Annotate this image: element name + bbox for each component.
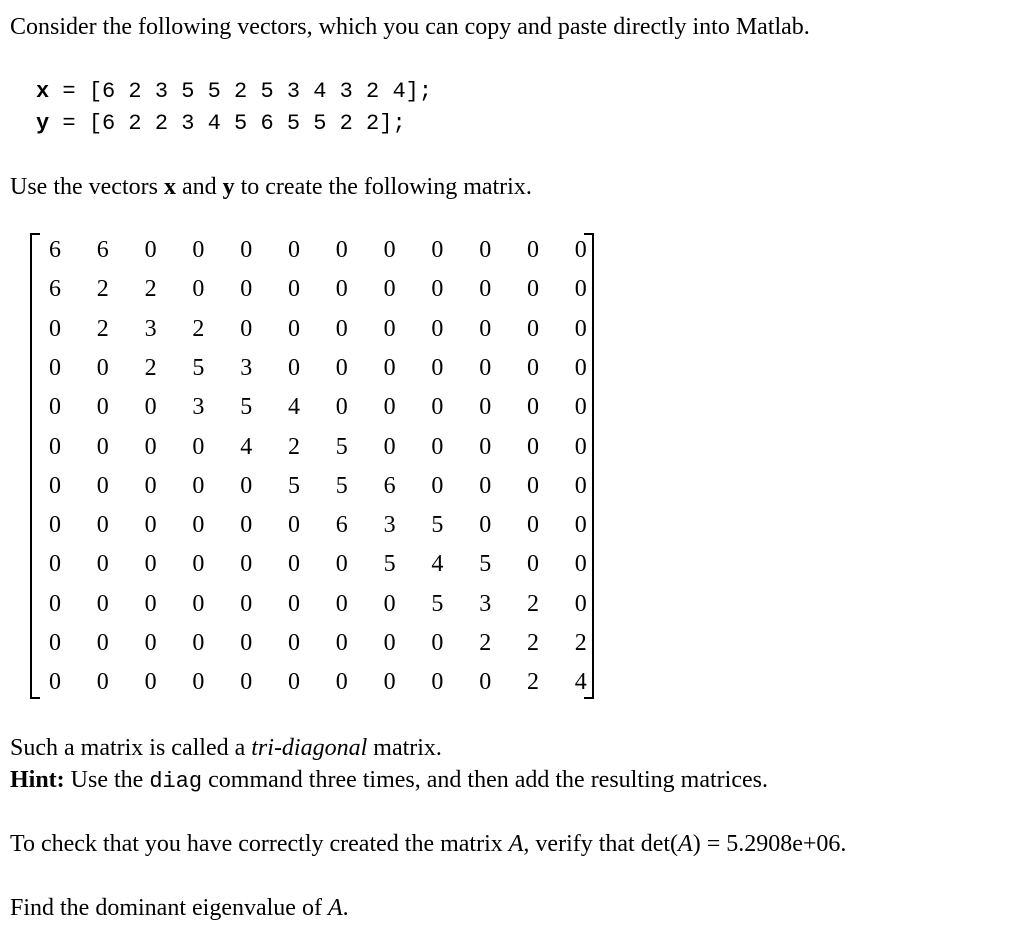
matrix-cell: 0 [574, 512, 587, 539]
matrix-row [30, 544, 594, 584]
matrix-cell: 5 [192, 354, 205, 381]
matrix-cell: 0 [49, 630, 61, 656]
hint-command: diag [149, 769, 203, 794]
matrix-cell: 0 [527, 551, 539, 578]
matrix-cell: 0 [192, 630, 205, 656]
hint-text [10, 766, 768, 796]
matrix-cell: 3 [383, 512, 396, 539]
check-matrix-name: A [508, 831, 524, 857]
matrix-cell: 6 [96, 237, 109, 263]
instruction-and: and [175, 174, 223, 200]
matrix-cell: 4 [431, 551, 444, 578]
matrix-cell: 0 [240, 315, 253, 342]
matrix-cell: 4 [574, 669, 587, 696]
matrix-cell: 2 [144, 276, 157, 303]
matrix-cell: 0 [240, 590, 253, 617]
matrix-cell: 0 [144, 669, 157, 696]
matrix-cell: 0 [527, 237, 539, 263]
instruction-y-var: y [222, 174, 235, 200]
matrix-cell: 0 [240, 512, 253, 539]
matrix-cell: 0 [96, 590, 109, 617]
matrix-cell: 0 [335, 669, 348, 696]
code-line-y[interactable] [36, 111, 406, 137]
matrix-cell: 0 [383, 630, 396, 656]
matrix-cell: 0 [574, 354, 587, 381]
matrix-cell: 0 [335, 276, 348, 303]
matrix-cell: 0 [144, 512, 157, 539]
matrix-cell: 5 [431, 512, 444, 539]
matrix-cell: 5 [335, 433, 348, 460]
matrix-cell: 0 [431, 354, 444, 381]
matrix-cell: 0 [192, 512, 205, 539]
matrix-cell: 0 [335, 237, 348, 263]
matrix-row [30, 662, 594, 702]
matrix-cell: 6 [335, 512, 348, 539]
matrix-cell: 6 [49, 276, 61, 303]
matrix-cell: 0 [383, 433, 396, 460]
instruction-before: Use the vectors [10, 174, 164, 200]
matrix-cell: 0 [527, 433, 539, 460]
matrix-cell: 0 [240, 276, 253, 303]
matrix-cell: 0 [574, 394, 587, 421]
matrix-cell: 0 [431, 315, 444, 342]
matrix-cell: 0 [431, 433, 444, 460]
matrix-cell: 0 [49, 433, 61, 460]
tridiagonal-term: tri-diagonal [251, 735, 368, 761]
matrix-cell: 0 [479, 394, 492, 421]
matrix-cell: 0 [49, 590, 61, 617]
matrix-cell: 0 [144, 394, 157, 421]
matrix-cell: 0 [192, 590, 205, 617]
tridiagonal-matrix [30, 230, 594, 702]
matrix-cell: 2 [288, 433, 300, 460]
matrix-cell: 0 [383, 394, 396, 421]
matrix-cell: 0 [335, 354, 348, 381]
matrix-row [30, 348, 594, 388]
matrix-cell: 0 [49, 669, 61, 696]
matrix-cell: 0 [49, 315, 61, 342]
matrix-cell: 3 [240, 354, 253, 381]
matrix-cell: 2 [527, 590, 539, 617]
matrix-cell: 0 [431, 472, 444, 499]
matrix-cell: 0 [479, 472, 492, 499]
code-var-y: y [36, 111, 50, 136]
matrix-cell: 0 [49, 512, 61, 539]
matrix-cell: 0 [527, 276, 539, 303]
matrix-cell: 0 [96, 433, 109, 460]
matrix-cell: 3 [144, 315, 157, 342]
matrix-cell: 0 [335, 551, 348, 578]
matrix-cell: 0 [49, 472, 61, 499]
matrix-cell: 0 [288, 669, 300, 696]
instruction-x-var: x [163, 174, 176, 200]
check-before: To check that you have correctly created the matrix [10, 831, 509, 857]
matrix-cell: 0 [479, 669, 492, 696]
hint-label: Hint: [10, 767, 65, 793]
matrix-cell: 0 [527, 354, 539, 381]
check-text [10, 830, 846, 858]
matrix-cell: 0 [144, 630, 157, 656]
instruction-after: to create the following matrix. [234, 174, 532, 200]
intro-text: Consider the following vectors, which you can copy and paste directly into Matlab. [10, 14, 810, 40]
matrix-cell: 0 [527, 472, 539, 499]
matrix-cell: 0 [144, 472, 157, 499]
matrix-cell: 3 [192, 394, 205, 421]
question-matrix-name: A [327, 895, 343, 921]
matrix-cell: 0 [144, 433, 157, 460]
matrix-cell: 0 [574, 472, 587, 499]
check-middle: , verify that det( [523, 831, 679, 857]
matrix-cell: 0 [335, 315, 348, 342]
matrix-row [30, 584, 594, 624]
matrix-cell: 0 [96, 630, 109, 656]
matrix-cell: 0 [192, 551, 205, 578]
matrix-cell: 0 [335, 590, 348, 617]
instruction-text [10, 173, 532, 201]
matrix-cell: 0 [383, 354, 396, 381]
matrix-cell: 0 [479, 315, 492, 342]
code-var-x: x [36, 79, 50, 104]
matrix-cell: 0 [431, 669, 444, 696]
matrix-cell: 0 [144, 237, 157, 263]
matrix-cell: 0 [479, 512, 492, 539]
matrix-cell: 0 [288, 551, 300, 578]
matrix-row [30, 466, 594, 506]
matrix-cell: 0 [431, 276, 444, 303]
matrix-cell: 2 [527, 630, 539, 656]
matrix-cell: 0 [288, 237, 300, 263]
matrix-cell: 0 [192, 472, 205, 499]
matrix-cell: 0 [431, 237, 444, 263]
tridiagonal-before: Such a matrix is called a [10, 735, 252, 761]
tridiagonal-text [10, 734, 442, 762]
matrix-cell: 0 [288, 512, 300, 539]
matrix-row [30, 427, 594, 467]
matrix-cell: 0 [288, 276, 300, 303]
matrix-cell: 0 [527, 394, 539, 421]
matrix-cell: 0 [144, 551, 157, 578]
matrix-row [30, 230, 594, 270]
code-line-x[interactable] [36, 79, 432, 105]
matrix-cell: 5 [383, 551, 396, 578]
matrix-row [30, 505, 594, 545]
matrix-cell: 0 [479, 237, 492, 263]
matrix-cell: 0 [96, 472, 109, 499]
matrix-cell: 0 [240, 237, 253, 263]
code-equals-x: = [49, 79, 89, 104]
matrix-cell: 2 [527, 669, 539, 696]
matrix-cell: 0 [574, 315, 587, 342]
matrix-cell: 5 [288, 472, 300, 499]
matrix-cell: 3 [479, 590, 492, 617]
matrix-cell: 0 [574, 590, 587, 617]
matrix-cell: 0 [574, 551, 587, 578]
matrix-cell: 0 [574, 433, 587, 460]
matrix-cell: 0 [192, 237, 205, 263]
matrix-cell: 0 [431, 630, 444, 656]
check-matrix-name-2: A [678, 831, 693, 857]
matrix-cell: 5 [431, 590, 444, 617]
matrix-cell: 0 [383, 276, 396, 303]
code-value-x: [6 2 3 5 5 2 5 3 4 3 2 4]; [88, 79, 433, 104]
matrix-cell: 2 [574, 630, 587, 656]
matrix-cell: 0 [49, 394, 61, 421]
matrix-cell: 2 [479, 630, 492, 656]
hint-before: Use the [64, 767, 150, 793]
code-value-y: [6 2 2 3 4 5 6 5 5 2 2]; [88, 111, 406, 136]
matrix-cell: 0 [240, 669, 253, 696]
matrix-cell: 2 [192, 315, 205, 342]
matrix-cell: 0 [96, 354, 109, 381]
matrix-cell: 0 [49, 551, 61, 578]
matrix-cell: 0 [479, 276, 492, 303]
matrix-cell: 0 [335, 394, 348, 421]
matrix-cell: 6 [49, 237, 61, 263]
matrix-cell: 5 [335, 472, 348, 499]
matrix-row [30, 623, 594, 663]
matrix-cell: 5 [479, 551, 492, 578]
matrix-cell: 0 [431, 394, 444, 421]
matrix-row [30, 269, 594, 309]
matrix-row [30, 309, 594, 349]
matrix-cell: 0 [383, 590, 396, 617]
matrix-cell: 4 [288, 394, 300, 421]
matrix-cell: 0 [144, 590, 157, 617]
matrix-cell: 0 [96, 394, 109, 421]
matrix-cell: 2 [96, 276, 109, 303]
matrix-cell: 0 [192, 669, 205, 696]
matrix-cell: 6 [383, 472, 396, 499]
matrix-cell: 2 [144, 354, 157, 381]
matrix-cell: 0 [240, 551, 253, 578]
question-before: Find the dominant eigenvalue of [10, 895, 328, 921]
matrix-cell: 2 [96, 315, 109, 342]
code-equals-y: = [49, 111, 89, 136]
matrix-cell: 5 [240, 394, 253, 421]
check-after: ) = 5.2908e+06. [692, 831, 847, 857]
matrix-row [30, 387, 594, 427]
question-after: . [342, 895, 349, 921]
matrix-cell: 0 [240, 630, 253, 656]
matrix-cell: 0 [192, 276, 205, 303]
matrix-cell: 0 [527, 315, 539, 342]
matrix-cell: 0 [96, 551, 109, 578]
matrix-cell: 0 [383, 237, 396, 263]
matrix-cell: 0 [574, 276, 587, 303]
tridiagonal-after: matrix. [367, 735, 442, 761]
matrix-cell: 0 [288, 630, 300, 656]
matrix-cell: 0 [383, 315, 396, 342]
matrix-cell: 0 [49, 354, 61, 381]
matrix-cell: 0 [335, 630, 348, 656]
matrix-cell: 0 [192, 433, 205, 460]
matrix-cell: 0 [96, 512, 109, 539]
matrix-cell: 0 [574, 237, 587, 263]
matrix-cell: 0 [288, 354, 300, 381]
hint-after: command three times, and then add the resulting matrices. [202, 767, 768, 793]
matrix-cell: 4 [240, 433, 253, 460]
matrix-cell: 0 [527, 512, 539, 539]
matrix-cell: 0 [240, 472, 253, 499]
matrix-cell: 0 [479, 354, 492, 381]
matrix-cell: 0 [288, 315, 300, 342]
matrix-cell: 0 [288, 590, 300, 617]
matrix-cell: 0 [96, 669, 109, 696]
matrix-cell: 0 [383, 669, 396, 696]
matrix-cell: 0 [479, 433, 492, 460]
question-text [10, 894, 349, 922]
